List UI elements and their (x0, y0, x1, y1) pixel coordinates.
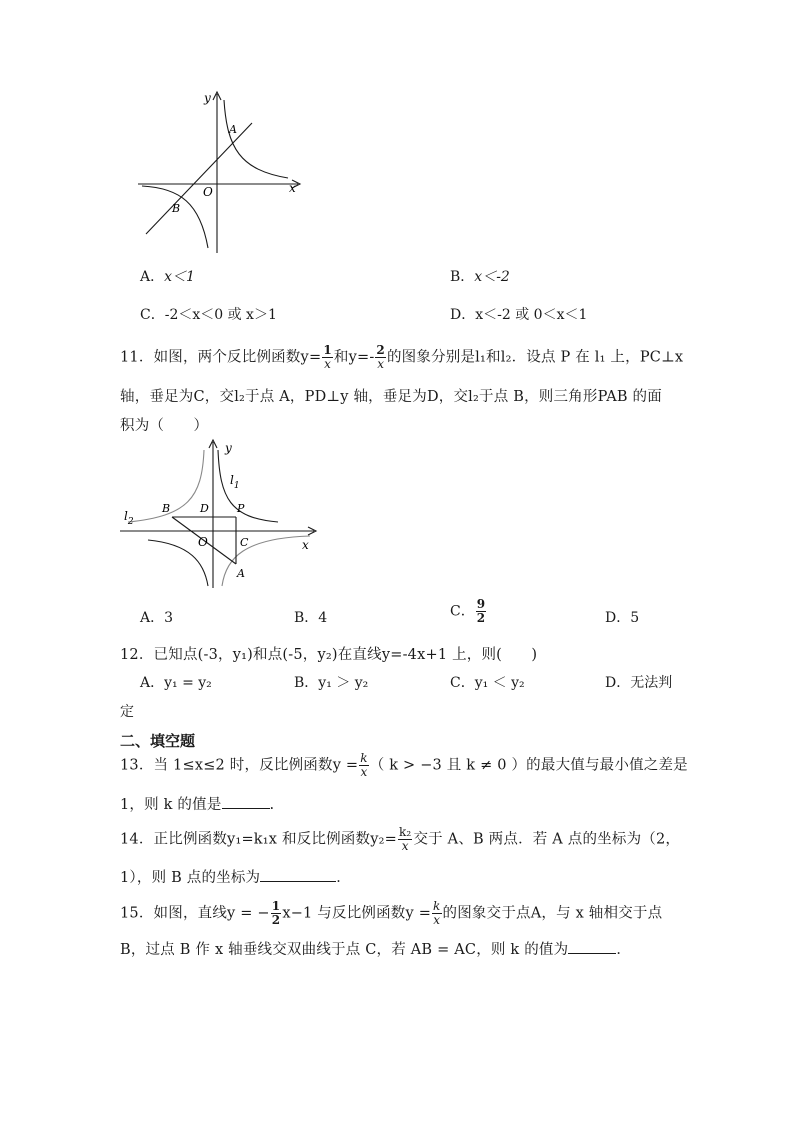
section-heading-fill-in: 二、填空题 (120, 732, 196, 750)
q11-l1-label: $l_1$ (230, 473, 240, 491)
q10-point-b-label: B (172, 202, 181, 215)
q10-y-label: y (204, 91, 211, 105)
q11-option-c[interactable]: C． $\frac{9}{2}$ (450, 597, 486, 625)
q10-option-a[interactable]: A．x＜1 (140, 269, 195, 285)
q15-fraction-1: $\frac{1}{2}$ (271, 899, 281, 927)
q11-line-1: 11．如图，两个反比例函数y= $\frac{1}{x}$ 和y=- $\frac{2}{x}$ 的图象分别是l₁和l₂．设点 P 在 l₁ 上，PC⊥x (120, 343, 684, 371)
q10-x-label: x (289, 181, 296, 195)
q14-line-1: 14．正比例函数y₁=k₁x 和反比例函数y₂= $\frac{\text{k₂}}{x}$ 交于 A、B 两点．若 A 点的坐标为（2， (120, 825, 681, 853)
q11-line-3: 积为（ ） (120, 418, 209, 434)
q11-line-2: 轴，垂足为C，交l₂于点 A，PD⊥y 轴，垂足为D，交l₂于点 B，则三角形PAB 的面 (120, 389, 662, 405)
q15-line-2: B，过点 B 作 x 轴垂线交双曲线于点 C，若 AB = AC，则 k 的值为 ． (120, 938, 631, 959)
q10-option-b[interactable]: B．x＜-2 (450, 269, 510, 285)
q11-origin-label: O (198, 535, 208, 549)
q10-graph-figure (130, 88, 310, 258)
q11-point-c-label: C (240, 536, 249, 549)
q11-l2-label: $l_2$ (124, 509, 134, 527)
q11-point-b-label: B (162, 502, 171, 515)
q12-option-c[interactable]: C．y₁ ＜ y₂ (450, 675, 525, 691)
q15-line-1: 15．如图，直线y = − $\frac{1}{2}$ x−1 与反比例函数y = $\frac{k}{x}$ 的图象交于点A，与 x 轴相交于点 (120, 899, 663, 927)
q10-origin-label: O (203, 185, 213, 199)
q12-question: 12．已知点(-3，y₁)和点(-5，y₂)在直线y=-4x+1 上，则( ) (120, 647, 538, 663)
q11-point-d-label: D (200, 502, 209, 515)
q10-option-d[interactable]: D．x＜-2 或 0＜x＜1 (450, 307, 588, 323)
q10-point-a-label: A (229, 123, 237, 136)
q12-option-b[interactable]: B．y₁ ＞ y₂ (294, 675, 369, 691)
q11-fraction-1: $\frac{1}{x}$ (323, 343, 332, 371)
q12-option-a[interactable]: A．y₁ = y₂ (140, 675, 212, 691)
q11-point-a-label: A (237, 567, 245, 580)
q11-option-d[interactable]: D．5 (605, 610, 640, 626)
q14-fraction: $\frac{\text{k₂}}{x}$ (398, 825, 412, 853)
q11-option-a[interactable]: A．3 (140, 610, 174, 626)
q13-line-2: 1，则 k 的值是 . (120, 793, 274, 814)
q12-option-d-wrap: 定 (120, 704, 134, 720)
q11-option-b[interactable]: B．4 (294, 610, 328, 626)
q11-fraction-2: $\frac{2}{x}$ (376, 343, 385, 371)
q12-option-d[interactable]: D．无法判 (605, 675, 673, 691)
q13-line-1: 13．当 1≤x≤2 时，反比例函数y = $\frac{k}{x}$ （ k > −3 且 k ≠ 0 ）的最大值与最小值之差是 (120, 751, 688, 779)
q15-fraction-2: $\frac{k}{x}$ (433, 899, 441, 927)
q11-x-label: x (302, 538, 309, 552)
q11-option-c-fraction: $\frac{9}{2}$ (476, 597, 486, 625)
q13-fraction: $\frac{k}{x}$ (360, 751, 368, 779)
q11-graph-figure (118, 438, 328, 590)
q10-option-c[interactable]: C．-2＜x＜0 或 x＞1 (140, 307, 277, 323)
q14-line-2: 1），则 B 点的坐标为 ． (120, 866, 351, 887)
q11-point-p-label: P (237, 502, 245, 515)
q11-y-label: y (225, 441, 232, 455)
q15-answer-blank[interactable] (568, 939, 616, 954)
q14-answer-blank[interactable] (260, 867, 336, 882)
q13-answer-blank[interactable] (222, 794, 270, 809)
